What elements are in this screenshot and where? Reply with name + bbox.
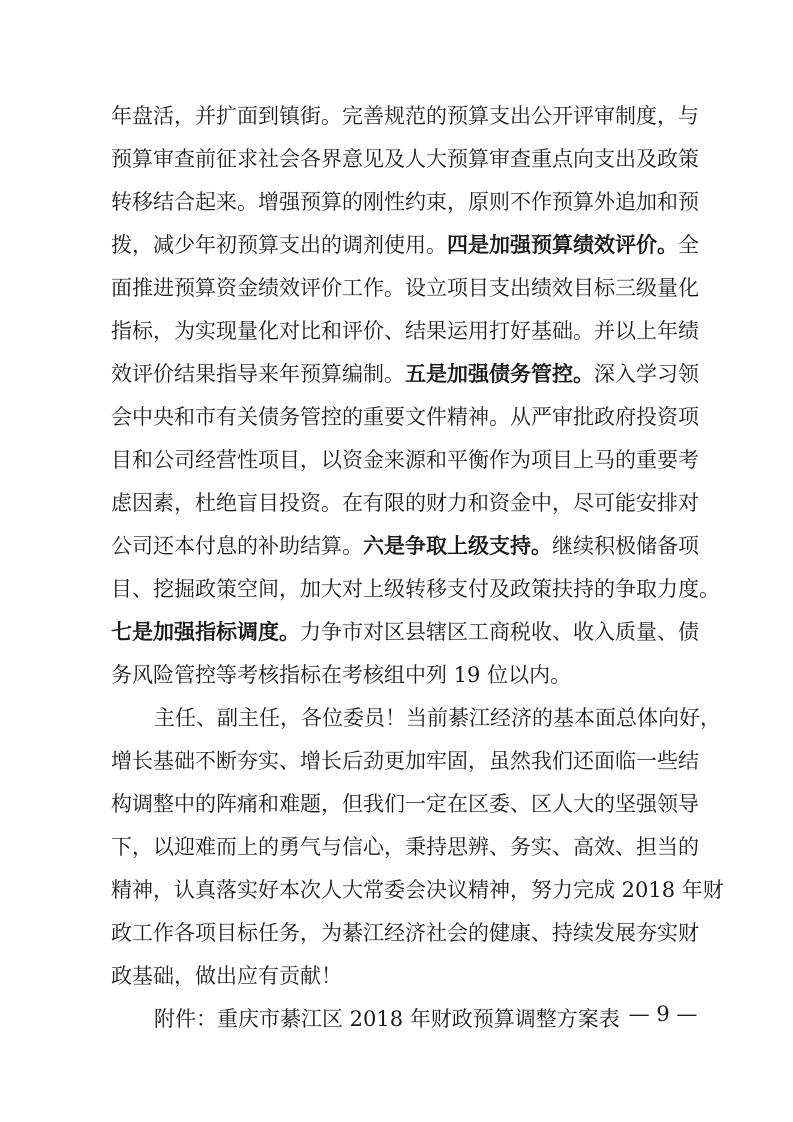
text-run: 下，以迎难而上的勇气与信心，秉持思辨、务实、高效、担当的 (111, 835, 699, 859)
text-line (111, 361, 699, 386)
text-run: 预算审查前征求社会各界意见及人大预算审查重点向支出及政策 (111, 147, 699, 171)
text-line (111, 749, 699, 773)
text-line (111, 190, 699, 214)
text-run: 力争市对区县辖区工商税收、收入质量、债 (300, 620, 699, 644)
text-run: 虑因素，杜绝盲目投资。在有限的财力和资金中，尽可能安排对 (111, 491, 699, 515)
text-line (154, 1007, 691, 1031)
text-run: 政工作各项目标任务，为綦江经济社会的健康、持续发展夯实财 (111, 921, 699, 945)
text-line (111, 577, 720, 601)
text-line (111, 921, 699, 945)
text-run: 效评价结果指导来年预算编制。 (111, 362, 405, 386)
text-line (111, 663, 691, 687)
text-line (111, 448, 699, 472)
text-run: 精神，认真落实好本次人大常委会决议精神，努力完成 2018 年财 (111, 878, 724, 902)
text-line (111, 964, 691, 988)
text-run: 目、挖掘政策空间，加大对上级转移支付及政策扶持的争取力度。 (111, 577, 720, 601)
text-line (111, 533, 699, 558)
text-run: 政基础，做出应有贡献！ (111, 964, 342, 988)
bold-heading-text: 七是加强指标调度。 (111, 619, 300, 644)
text-run: 增长基础不断夯实、增长后劲更加牢固，虽然我们还面临一些结 (111, 749, 699, 773)
page-number: — 9 — (628, 1002, 698, 1026)
text-line (111, 792, 699, 816)
text-line (111, 491, 699, 515)
text-line (111, 835, 699, 859)
text-line (111, 405, 699, 429)
text-run: 目和公司经营性项目，以资金来源和平衡作为项目上马的重要考 (111, 448, 699, 472)
text-line (111, 319, 699, 343)
text-run: 面推进预算资金绩效评价工作。设立项目支出绩效目标三级量化 (111, 276, 699, 300)
text-run: 拨，减少年初预算支出的调剂使用。 (111, 233, 447, 257)
text-run: 主任、副主任，各位委员！当前綦江经济的基本面总体向好， (154, 706, 721, 730)
text-line (111, 104, 699, 128)
text-run: 附件：重庆市綦江区 2018 年财政预算调整方案表 (154, 1007, 620, 1031)
bold-heading-text: 五是加强债务管控。 (405, 361, 594, 386)
text-run: 指标，为实现量化对比和评价、结果运用打好基础。并以上年绩 (111, 319, 699, 343)
text-run: 全 (678, 233, 699, 257)
text-run: 会中央和市有关债务管控的重要文件精神。从严审批政府投资项 (111, 405, 699, 429)
text-line (111, 878, 724, 902)
text-line (111, 619, 699, 644)
text-run: 构调整中的阵痛和难题，但我们一定在区委、区人大的坚强领导 (111, 792, 699, 816)
text-line (111, 147, 699, 171)
text-run: 深入学习领 (594, 362, 699, 386)
text-run: 年盘活，并扩面到镇街。完善规范的预算支出公开评审制度，与 (111, 104, 699, 128)
text-line (154, 706, 721, 730)
text-line (111, 276, 699, 300)
bold-heading-text: 四是加强预算绩效评价。 (447, 232, 678, 257)
text-run: 继续积极储备项 (552, 534, 699, 558)
text-run: 转移结合起来。增强预算的刚性约束，原则不作预算外追加和预 (111, 190, 699, 214)
text-run: 务风险管控等考核指标在考核组中列 19 位以内。 (111, 663, 572, 687)
text-run: 公司还本付息的补助结算。 (111, 534, 363, 558)
bold-heading-text: 六是争取上级支持。 (363, 533, 552, 558)
text-line (111, 232, 699, 257)
